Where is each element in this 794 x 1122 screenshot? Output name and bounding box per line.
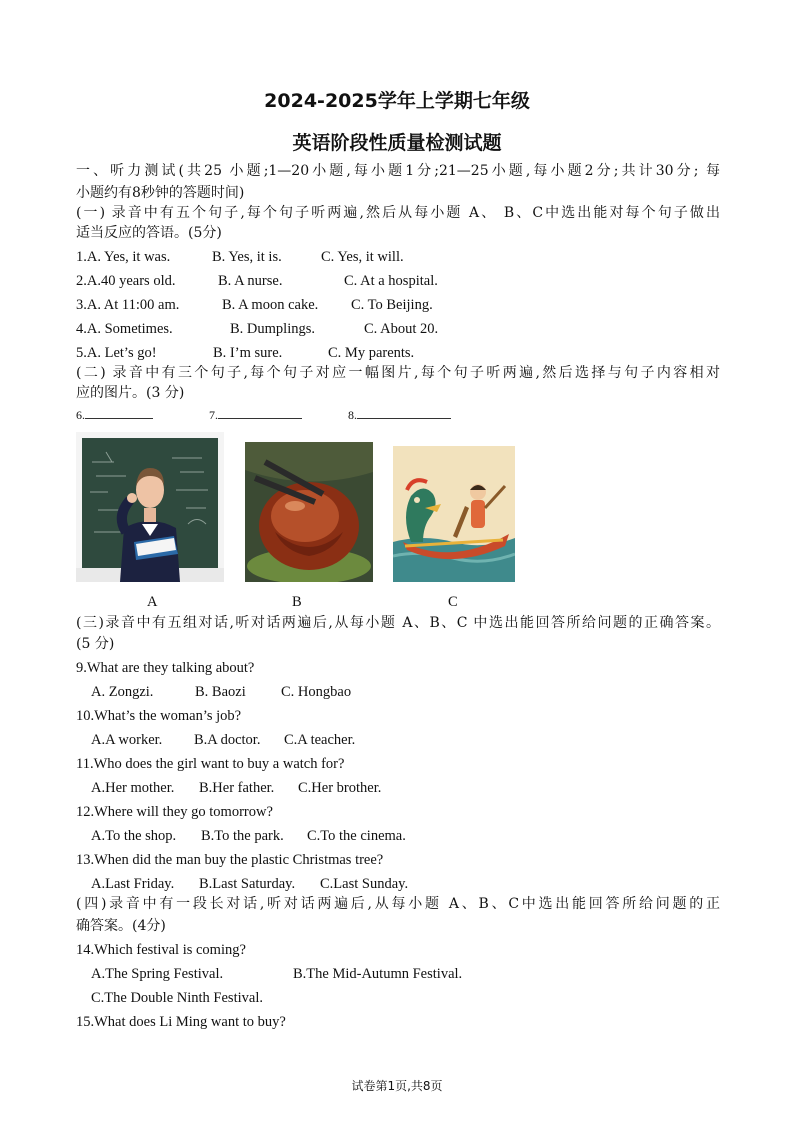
q10-option-b[interactable]: B.A doctor.	[194, 732, 261, 748]
q11-options	[91, 778, 381, 798]
blank-7-label: 7.	[209, 408, 218, 422]
part1-instruction-line2: 适当反应的答语。(5分)	[76, 225, 222, 241]
picture-label-a: A	[147, 594, 158, 610]
q2-option-a[interactable]: 2.A.40 years old.	[76, 273, 176, 289]
picture-b-food	[245, 442, 373, 582]
question-3	[76, 295, 433, 315]
q1-option-c[interactable]: C. Yes, it will.	[321, 249, 404, 265]
picture-a-teacher	[76, 432, 224, 582]
section1-header-line1: 一、听力测试(共25 小题;1—20小题,每小题1分;21—25小题,每小题2分;共计30分; 每	[76, 163, 720, 179]
q11-option-c[interactable]: C.Her brother.	[298, 780, 382, 796]
part1-instruction-line1: (一) 录音中有五个句子,每个句子听两遍,然后从每小题 A、 B、C中选出能对每个句子做出	[76, 205, 720, 221]
part3-instruction-line2: (5 分)	[76, 636, 115, 652]
exam-title-year: 2024-2025学年上学期七年级	[264, 90, 530, 112]
q13-option-a[interactable]: A.Last Friday.	[91, 876, 175, 892]
question-13: 13.When did the man buy the plastic Christmas tree?	[76, 852, 384, 868]
q11-option-a[interactable]: A.Her mother.	[91, 780, 175, 796]
q9-options	[91, 682, 351, 702]
q10-option-c[interactable]: C.A teacher.	[284, 732, 356, 748]
part4-instruction-line1: (四)录音中有一段长对话,听对话两遍后,从每小题 A、B、C中选出能回答所给问题的正	[76, 896, 720, 912]
q13-option-c[interactable]: C.Last Sunday.	[320, 876, 409, 892]
question-15: 15.What does Li Ming want to buy?	[76, 1014, 286, 1030]
q1-option-a[interactable]: 1.A. Yes, it was.	[76, 249, 171, 265]
q13-option-b[interactable]: B.Last Saturday.	[199, 876, 296, 892]
q5-option-a[interactable]: 5.A. Let’s go!	[76, 345, 157, 361]
q14-option-a[interactable]: A.The Spring Festival.	[91, 966, 224, 982]
q5-option-c[interactable]: C. My parents.	[328, 345, 415, 361]
answer-blank-6[interactable]	[76, 406, 153, 423]
q10-option-a[interactable]: A.A worker.	[91, 732, 163, 748]
q9-option-b[interactable]: B. Baozi	[195, 684, 246, 700]
q4-option-c[interactable]: C. About 20.	[364, 321, 439, 337]
q4-option-a[interactable]: 4.A. Sometimes.	[76, 321, 173, 337]
q4-option-b[interactable]: B. Dumplings.	[230, 321, 315, 337]
question-1	[76, 247, 404, 267]
part2-instruction-line1: (二) 录音中有三个句子,每个句子对应一幅图片,每个句子听两遍,然后选择与句子内容相对	[76, 365, 720, 381]
q12-options	[91, 826, 406, 846]
q3-option-a[interactable]: 3.A. At 11:00 am.	[76, 297, 180, 313]
q10-options	[91, 730, 355, 750]
question-5	[76, 343, 414, 363]
q2-option-b[interactable]: B. A nurse.	[218, 273, 283, 289]
blank-6-label: 6.	[76, 408, 85, 422]
question-2	[76, 271, 438, 291]
q2-option-c[interactable]: C. At a hospital.	[344, 273, 438, 289]
section1-header-line2: 小题约有8秒钟的答题时间)	[76, 185, 245, 201]
exam-title-subject: 英语阶段性质量检测试题	[292, 132, 502, 154]
q14-option-b[interactable]: B.The Mid-Autumn Festival.	[293, 966, 463, 982]
question-4	[76, 319, 438, 339]
q5-option-b[interactable]: B. I’m sure.	[213, 345, 283, 361]
q13-options	[91, 874, 408, 894]
question-11: 11.Who does the girl want to buy a watch for?	[76, 756, 345, 772]
q11-option-b[interactable]: B.Her father.	[199, 780, 275, 796]
question-9: 9.What are they talking about?	[76, 660, 255, 676]
q14-option-c[interactable]: C.The Double Ninth Festival.	[91, 990, 263, 1006]
q9-option-c[interactable]: C. Hongbao	[281, 684, 352, 700]
question-12: 12.Where will they go tomorrow?	[76, 804, 273, 820]
question-14: 14.Which festival is coming?	[76, 942, 246, 958]
answer-blank-7[interactable]	[209, 406, 302, 423]
q12-option-c[interactable]: C.To the cinema.	[307, 828, 406, 844]
q1-option-b[interactable]: B. Yes, it is.	[212, 249, 282, 265]
q12-option-b[interactable]: B.To the park.	[201, 828, 284, 844]
picture-label-c: C	[448, 594, 458, 610]
part4-instruction-line2: 确答案。(4分)	[76, 918, 166, 934]
q3-option-b[interactable]: B. A moon cake.	[222, 297, 319, 313]
blank-8-label: 8.	[348, 408, 357, 422]
q3-option-c[interactable]: C. To Beijing.	[351, 297, 433, 313]
q9-option-a[interactable]: A. Zongzi.	[91, 684, 154, 700]
part2-instruction-line2: 应的图片。(3 分)	[76, 385, 185, 401]
page-footer: 试卷第1页,共8页	[351, 1079, 443, 1093]
answer-blank-8[interactable]	[348, 406, 451, 423]
picture-label-b: B	[292, 594, 302, 610]
picture-c-dragon-boat	[393, 446, 515, 582]
part3-instruction-line1: (三)录音中有五组对话,听对话两遍后,从每小题 A、B、C 中选出能回答所给问题的正确答案。	[76, 615, 720, 631]
question-10: 10.What’s the woman’s job?	[76, 708, 242, 724]
q14-options-row1	[91, 964, 462, 984]
q12-option-a[interactable]: A.To the shop.	[91, 828, 177, 844]
